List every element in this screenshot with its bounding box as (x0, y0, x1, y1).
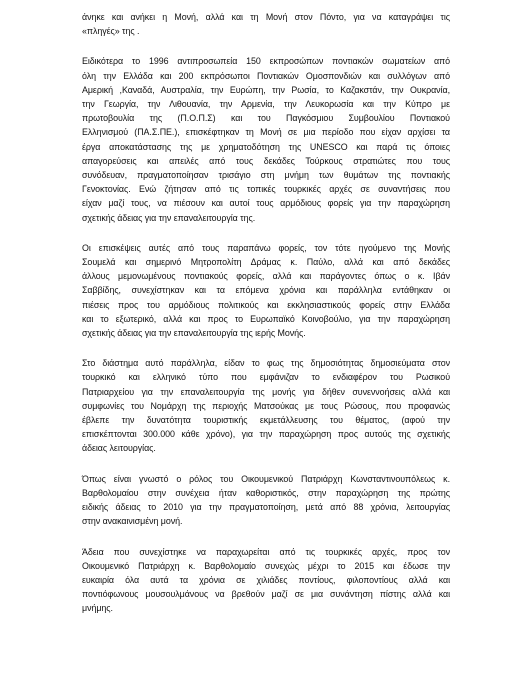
text-line: άδειας λειτουργίας. (82, 443, 156, 454)
text-line: έργα αποκατάστασης της με χρηματοδότηση της UNESCO και παρά τις όποιες (82, 141, 450, 152)
text-line: Πατριαρχείου για την επαναλειτουργία της μονής για δήθεν συνεννοήσεις αλλά και (82, 386, 450, 397)
text-line: είχαν μαζί τους, να πιέσουν και αυτοί τους αρμόδιους φορείς για την παραχώρηση (82, 198, 450, 209)
text-line: Βαρθολομαίου στην συνέχεια ήταν καθοριστικός, στην παραχώρηση της πρώτης (82, 487, 450, 498)
text-line: ποντιόφωνους μουσουλμάνους να βρεθούν μαζί σε μια συνάντηση πίστης αλλά και (82, 589, 450, 600)
paragraph-1 (82, 10, 450, 38)
paragraph-4 (82, 356, 450, 455)
text-line: πιέσεις προς του αρμόδιους πολιτικούς και εκκλησιαστικούς φορείς στην Ελλάδα (82, 299, 450, 310)
text-line: Ελληνισμού (ΠΑ.Σ.ΠΕ.), επισκέφτηκαν τη Μονή σε μια περίοδο που είχαν αρχίσει τα (82, 127, 450, 138)
text-line: Στο διάστημα αυτό παράλληλα, είδαν το φως της δημοσιότητας δημοσιεύματα στον (82, 358, 450, 369)
text-line: Οι επισκέψεις αυτές από τους παραπάνω φορείς, τον τότε ηγούμενο της Μονής (82, 242, 450, 253)
text-line: Άδεια που συνεχίστηκε να παραχωρείται από τις τουρκικές αρχές, προς τον (82, 546, 450, 557)
text-line: Σαββίδης, συνεχίστηκαν και τα επόμενα χρόνια και παράλληλα εντάθηκαν οι (82, 285, 450, 296)
paragraph-5 (82, 472, 450, 529)
text-line: ευκαιρία όλα αυτά τα χρόνια σε χιλιάδες ποντίους, φιλοποντίους αλλά και (82, 574, 450, 585)
text-line: «πληγές» της . (82, 26, 140, 37)
text-line: έβλεπε την δυνατότητα τουριστικής εκμετάλλευσης του θέματος, (αφού την (82, 415, 450, 426)
text-line: τουρκικό και ελληνικό τύπο που εμφάνιζαν το ενδιαφέρον του Ρωσικού (82, 372, 450, 383)
text-line: Γενοκτονίας. Ενώ ζήτησαν από τις τοπικές τουρκικές αρχές σε συναντήσεις που (82, 184, 450, 195)
text-line: Ειδικότερα το 1996 αντιπροσωπεία 150 εκπροσώπων ποντιακών σωματείων από (82, 56, 450, 67)
document-body (82, 10, 450, 616)
text-line: μνήμης. (82, 603, 113, 614)
text-line: την Γεωργία, την Λιθουανία, την Αρμενία, την Λευκορωσία και την Κύπρο με (82, 99, 450, 110)
text-line: σχετικής άδειας για την επαναλειτουργία της. (82, 212, 256, 223)
text-line: όλη την Ελλάδα και 200 εκπρόσωποι Ποντιακών Ομοσπονδιών και συλλόγων από (82, 70, 450, 81)
text-line: συνόδευαν, πραγματοποίησαν τρισάγιο στη μνήμη των θυμάτων της ποντιακής (82, 170, 450, 181)
text-line: επισκέπτονται 300.000 κάθε χρόνο), για την παραχώρηση προς αυτούς της σχετικής (82, 429, 450, 440)
paragraph-6 (82, 545, 450, 616)
text-line: Όπως είναι γνωστό ο ρόλος του Οικουμενικού Πατριάρχη Κωνσταντινουπόλεως κ. (82, 473, 450, 484)
text-line: άνηκε και ανήκει η Μονή, αλλά και τη Μονή στον Πόντο, για να καταγράψει τις (82, 12, 450, 22)
text-line: άλλους μεμονωμένους ποντιακούς φορείς, αλλά και παράγοντες όπως ο κ. Ιβάν (82, 271, 450, 282)
text-line: συμφωνίες του Νομάρχη της περιοχής Ματσούκας με τους Ρώσους, που προφανώς (82, 400, 450, 411)
text-line: στην ανακαινισμένη μονή. (82, 516, 183, 527)
text-line: Αμερική ,Καναδά, Αυστραλία, την Ευρώπη, την Ρωσία, το Καζακστάν, την Ουκρανία, (82, 84, 450, 95)
text-line: και το εξωτερικό, αλλά και προς το Ευρωπαϊκό Κοινοβούλιο, για την παραχώρηση (82, 313, 450, 324)
paragraph-3 (82, 241, 450, 340)
text-line: ειδικής άδειας το 2010 για την πραγματοποίηση, μετά από 88 χρόνια, λειτουργίας (82, 502, 450, 513)
text-line: πρωτοβουλία της (Π.Ο.Π.Σ) και του Παγκόσμιου Συμβουλίου Ποντιακού (82, 113, 450, 124)
paragraph-2 (82, 54, 450, 224)
text-line: σχετικής άδειας για την επαναλειτουργία της ιερής Μονής. (82, 328, 306, 339)
text-line: Οικουμενικό Πατριάρχη κ. Βαρθολομαίο συνεχώς μέχρι το 2015 και έδωσε την (82, 560, 450, 571)
text-line: απαγορεύσεις και απειλές από τους δεκάδες Τούρκους στρατιώτες που τους (82, 155, 450, 166)
text-line: Σουμελά και σημερινό Μητροπολίτη Δράμας κ. Παύλο, αλλά και από δεκάδες (82, 257, 450, 268)
